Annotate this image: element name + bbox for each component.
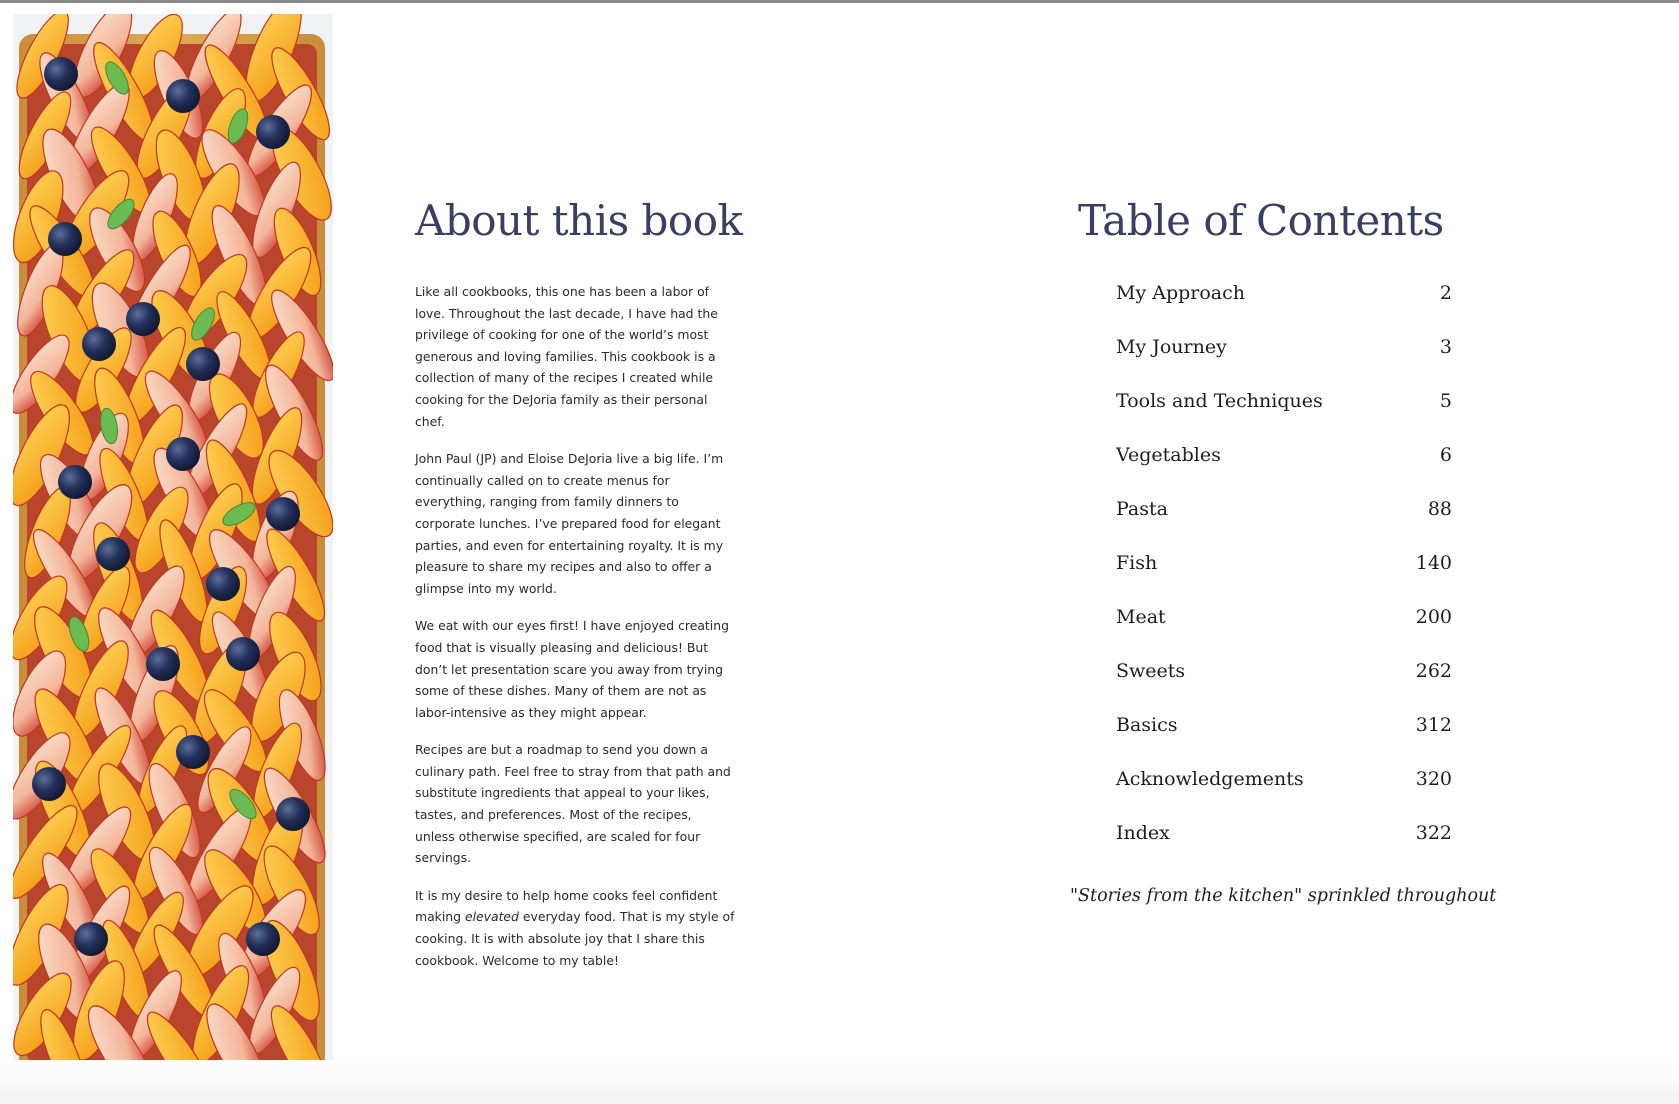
toc-entry-tools-and-techniques[interactable]	[1116, 390, 1452, 444]
about-paragraph-3: We eat with our eyes first! I have enjoyed creating food that is visually pleasing and delicious! But don’t let presentation scare you away from trying some of these dishes. Many of them are not as labor-intensive as they might appear.	[415, 618, 729, 720]
toc-entry-page: 3	[1439, 336, 1452, 358]
toc-entry-my-journey[interactable]	[1116, 336, 1452, 390]
toc-entry-page: 312	[1415, 714, 1452, 736]
toc-entry-label: Tools and Techniques	[1116, 390, 1323, 412]
blueberry	[44, 57, 78, 91]
toc-entry-fish[interactable]	[1116, 552, 1452, 606]
toc-entry-page: 6	[1439, 444, 1452, 466]
toc-entry-meat[interactable]	[1116, 606, 1452, 660]
toc-entry-label: Vegetables	[1116, 444, 1221, 466]
toc-entry-vegetables[interactable]	[1116, 444, 1452, 498]
toc-entry-page: 262	[1415, 660, 1452, 682]
about-paragraph-5-start: It is my desire to help home cooks feel confident making	[415, 887, 718, 925]
toc-entry-index[interactable]	[1116, 822, 1452, 876]
blueberry	[266, 497, 300, 531]
toc-entry-basics[interactable]	[1116, 714, 1452, 768]
toc-entry-acknowledgements[interactable]	[1116, 768, 1452, 822]
toc-entry-label: Pasta	[1116, 498, 1168, 520]
toc-entry-page: 2	[1439, 282, 1452, 304]
fruit-tart-illustration	[13, 14, 333, 1094]
blueberry	[126, 302, 160, 336]
bottom-edge	[0, 1060, 1679, 1104]
blueberry	[74, 922, 108, 956]
toc-entry-label: My Journey	[1116, 336, 1227, 358]
blueberry	[166, 437, 200, 471]
blueberry	[166, 79, 200, 113]
toc-entry-page: 5	[1439, 390, 1452, 412]
toc-entry-page: 88	[1427, 498, 1452, 520]
blueberry	[206, 567, 240, 601]
blueberry	[32, 767, 66, 801]
about-paragraph-5	[415, 885, 735, 971]
blueberry	[48, 222, 82, 256]
toc-entry-page: 320	[1415, 768, 1452, 790]
blueberry	[96, 537, 130, 571]
about-paragraph-5-emphasis: elevated	[464, 909, 519, 925]
toc-entry-label: Index	[1116, 822, 1170, 844]
blueberry	[186, 347, 220, 381]
blueberry	[82, 327, 116, 361]
blueberry	[276, 797, 310, 831]
fruit-tart-photo	[13, 14, 333, 1094]
toc-list	[1116, 282, 1452, 876]
toc-entry-page: 322	[1415, 822, 1452, 844]
toc-entry-label: Acknowledgements	[1116, 768, 1304, 790]
blueberry	[58, 465, 92, 499]
about-paragraph-2: John Paul (JP) and Eloise DeJoria live a big life. I’m continually called on to create menus for everything, ranging from family dinners to corporate lunches. I’ve prepared food for elegant parties, and even for entertaining royalty. It is my pleasure to share my recipes and also to offer a glimpse into my world.	[415, 451, 724, 596]
toc-entry-label: Sweets	[1116, 660, 1186, 682]
toc-title: Table of Contents	[1078, 196, 1444, 245]
blueberry	[176, 735, 210, 769]
toc-entry-my-approach[interactable]	[1116, 282, 1452, 336]
top-edge	[0, 0, 1679, 3]
table-of-contents	[1070, 196, 1497, 906]
blueberry	[226, 637, 260, 671]
blueberry	[246, 922, 280, 956]
toc-entry-page: 140	[1415, 552, 1452, 574]
about-section	[415, 196, 743, 987]
about-title: About this book	[415, 196, 743, 245]
about-paragraph-5-end: everyday food. That is my style of cooking. It is with absolute joy that I share this cookbook. Welcome to my table!	[415, 909, 735, 968]
toc-entry-pasta[interactable]	[1116, 498, 1452, 552]
toc-entry-label: Meat	[1116, 606, 1166, 628]
toc-entry-label: Fish	[1116, 552, 1158, 574]
toc-note: "Stories from the kitchen" sprinkled throughout	[1070, 886, 1497, 906]
toc-entry-label: My Approach	[1116, 282, 1246, 304]
about-paragraph-1: Like all cookbooks, this one has been a labor of love. Throughout the last decade, I have had the privilege of cooking for one of the world’s most generous and loving families. This cookbook is a collection of many of the recipes I created while cooking for the DeJoria family as their personal chef.	[415, 284, 718, 429]
toc-entry-page: 200	[1415, 606, 1452, 628]
toc-entry-sweets[interactable]	[1116, 660, 1452, 714]
blueberry	[256, 115, 290, 149]
blueberry	[146, 647, 180, 681]
toc-entry-label: Basics	[1116, 714, 1178, 736]
about-paragraph-4: Recipes are but a roadmap to send you down a culinary path. Feel free to stray from that path and substitute ingredients that appeal to your likes, tastes, and preferences. Most of the recipes, unless otherwise specified, are scaled for four servings.	[415, 742, 731, 866]
